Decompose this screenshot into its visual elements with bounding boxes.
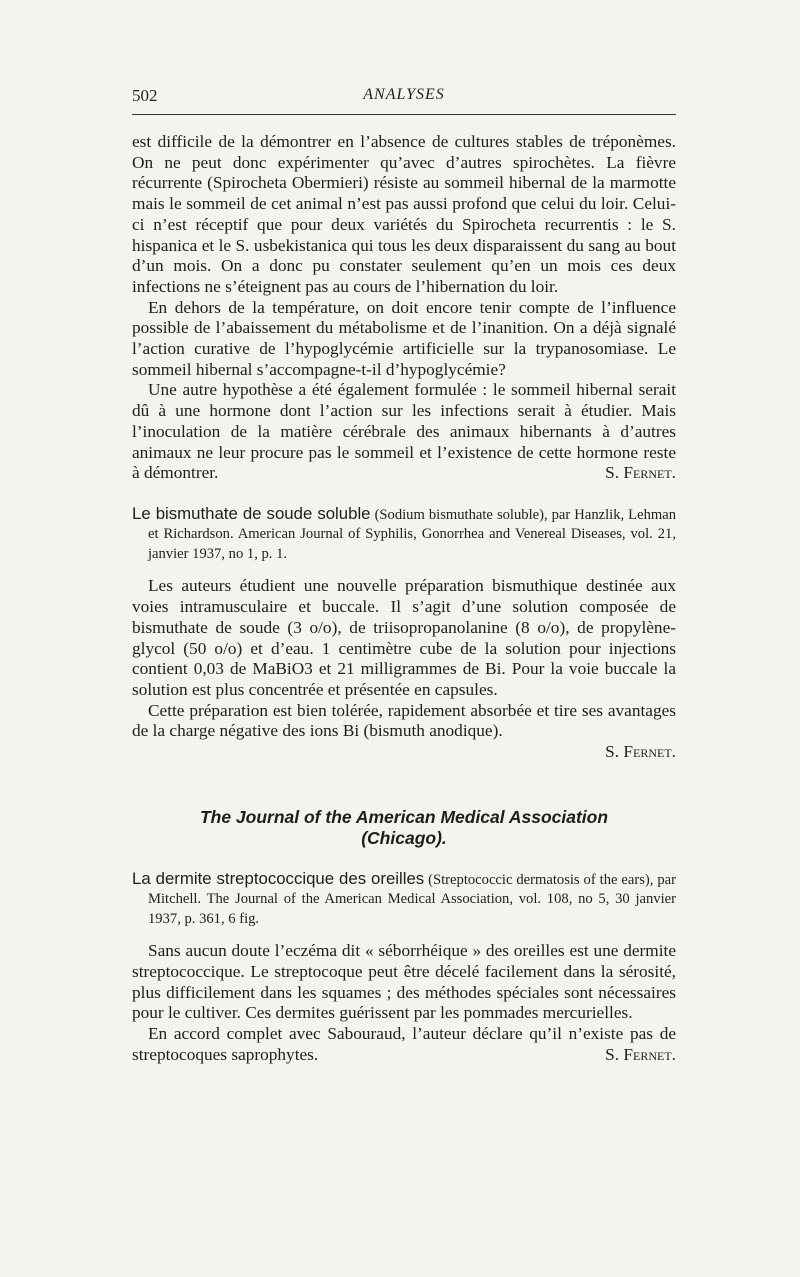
article3-paragraph-2	[132, 1024, 676, 1065]
article2-ref-text: (Sodium bismuthate soluble), par Hanzlik, Lehman et Richardson. American Journal of Syphilis, Gonorrhea and Venereal Diseases, vol. 21, janvier 1937, no 1, p. 1.	[148, 506, 676, 562]
section-subtitle: (Chicago).	[361, 827, 447, 848]
article1-paragraph-2: En dehors de la température, on doit encore tenir compte de l’influence possible de l’abaissement du métabolisme et de l’inanition. On a déjà signalé l’action curative de l’hypoglycémie artificielle sur la trypanosomiase. Le sommeil hibernal s’accompagne-t-il d’hypoglycémie?	[132, 297, 676, 379]
article2-reference	[132, 504, 676, 565]
article3-signature: S. Fernet.	[605, 1044, 676, 1064]
article3-paragraph-2-text: En accord complet avec Sabouraud, l’auteur déclare qu’il n’existe pas de streptocoques saprophytes.	[132, 1024, 676, 1064]
page	[132, 86, 676, 1064]
article3-ref-text: (Streptococcic dermatosis of the ears), par Mitchell. The Journal of the American Medical Association, vol. 108, no 5, 30 janvier 1937, p. 361, 6 fig.	[148, 871, 676, 927]
page-body	[132, 132, 676, 1066]
article3-reference	[132, 869, 676, 930]
header-rule	[132, 114, 676, 115]
article2-signature: S. Fernet.	[605, 742, 676, 762]
article1-paragraph-3	[132, 380, 676, 484]
article3-paragraph-1: Sans aucun doute l’eczéma dit « séborrhéique » des oreilles est une dermite streptococcique. Le streptocoque peut être décelé facilement dans la sérosité, plus difficilement dans les squames ; des méthodes spéciales sont nécessaires pour le cultiver. Ces dermites guérissent par les pommades mercurielles.	[132, 941, 676, 1023]
page-header	[132, 86, 676, 112]
article1-paragraph-1: est difficile de la démontrer en l’absence de cultures stables de tréponèmes. On ne peut donc expérimenter qu’avec d’autres spirochètes. La fièvre récurrente (Spirocheta Obermieri) résiste au sommeil hibernal de la marmotte mais le sommeil de cet animal n’est pas aussi profond que celui du loir. Celui-ci n’est réceptif que pour deux variétés du Spirocheta recurrentis : le S. hispanica et le S. usbekistanica qui tous les deux disparaissent du sang au bout d’un mois. On a donc pu constater seulement qu’en un mois ces deux infections ne s’éteignent pas au cours de l’hibernation du loir.	[132, 132, 676, 296]
article2-title: Le bismuthate de soude soluble	[132, 503, 371, 523]
article3-title: La dermite streptococcique des oreilles	[132, 868, 425, 888]
section-title: The Journal of the American Medical Association	[199, 806, 609, 827]
article2-paragraph-2: Cette préparation est bien tolérée, rapidement absorbée et tire ses avantages de la charge négative des ions Bi (bismuth anodique).	[132, 700, 676, 741]
page-number: 502	[132, 86, 158, 105]
running-title: ANALYSES	[363, 86, 445, 103]
article1-paragraph-3-text: Une autre hypothèse a été également formulée : le sommeil hibernal serait dû à une hormone dont l’action sur les infections serait à étudier. Mais l’inoculation de la matière cérébrale des animaux hibernants à d’autres animaux ne leur procure pas le sommeil et l’existence de cette hormone reste à démontrer.	[132, 380, 676, 483]
article2-paragraph-1: Les auteurs étudient une nouvelle préparation bismuthique destinée aux voies intramusculaire et buccale. Il s’agit d’une solution composée de bismuthate de soude (3 o/o), de triisopropanolanine (8 o/o), de propylène-glycol (50 o/o) et d’eau. 1 centimètre cube de la solution pour injections contient 0,03 de MaBiO3 et 21 milligrammes de Bi. Pour la voie buccale la solution est plus concentrée et présentée en capsules.	[132, 576, 676, 699]
article1-signature: S. Fernet.	[605, 463, 676, 483]
